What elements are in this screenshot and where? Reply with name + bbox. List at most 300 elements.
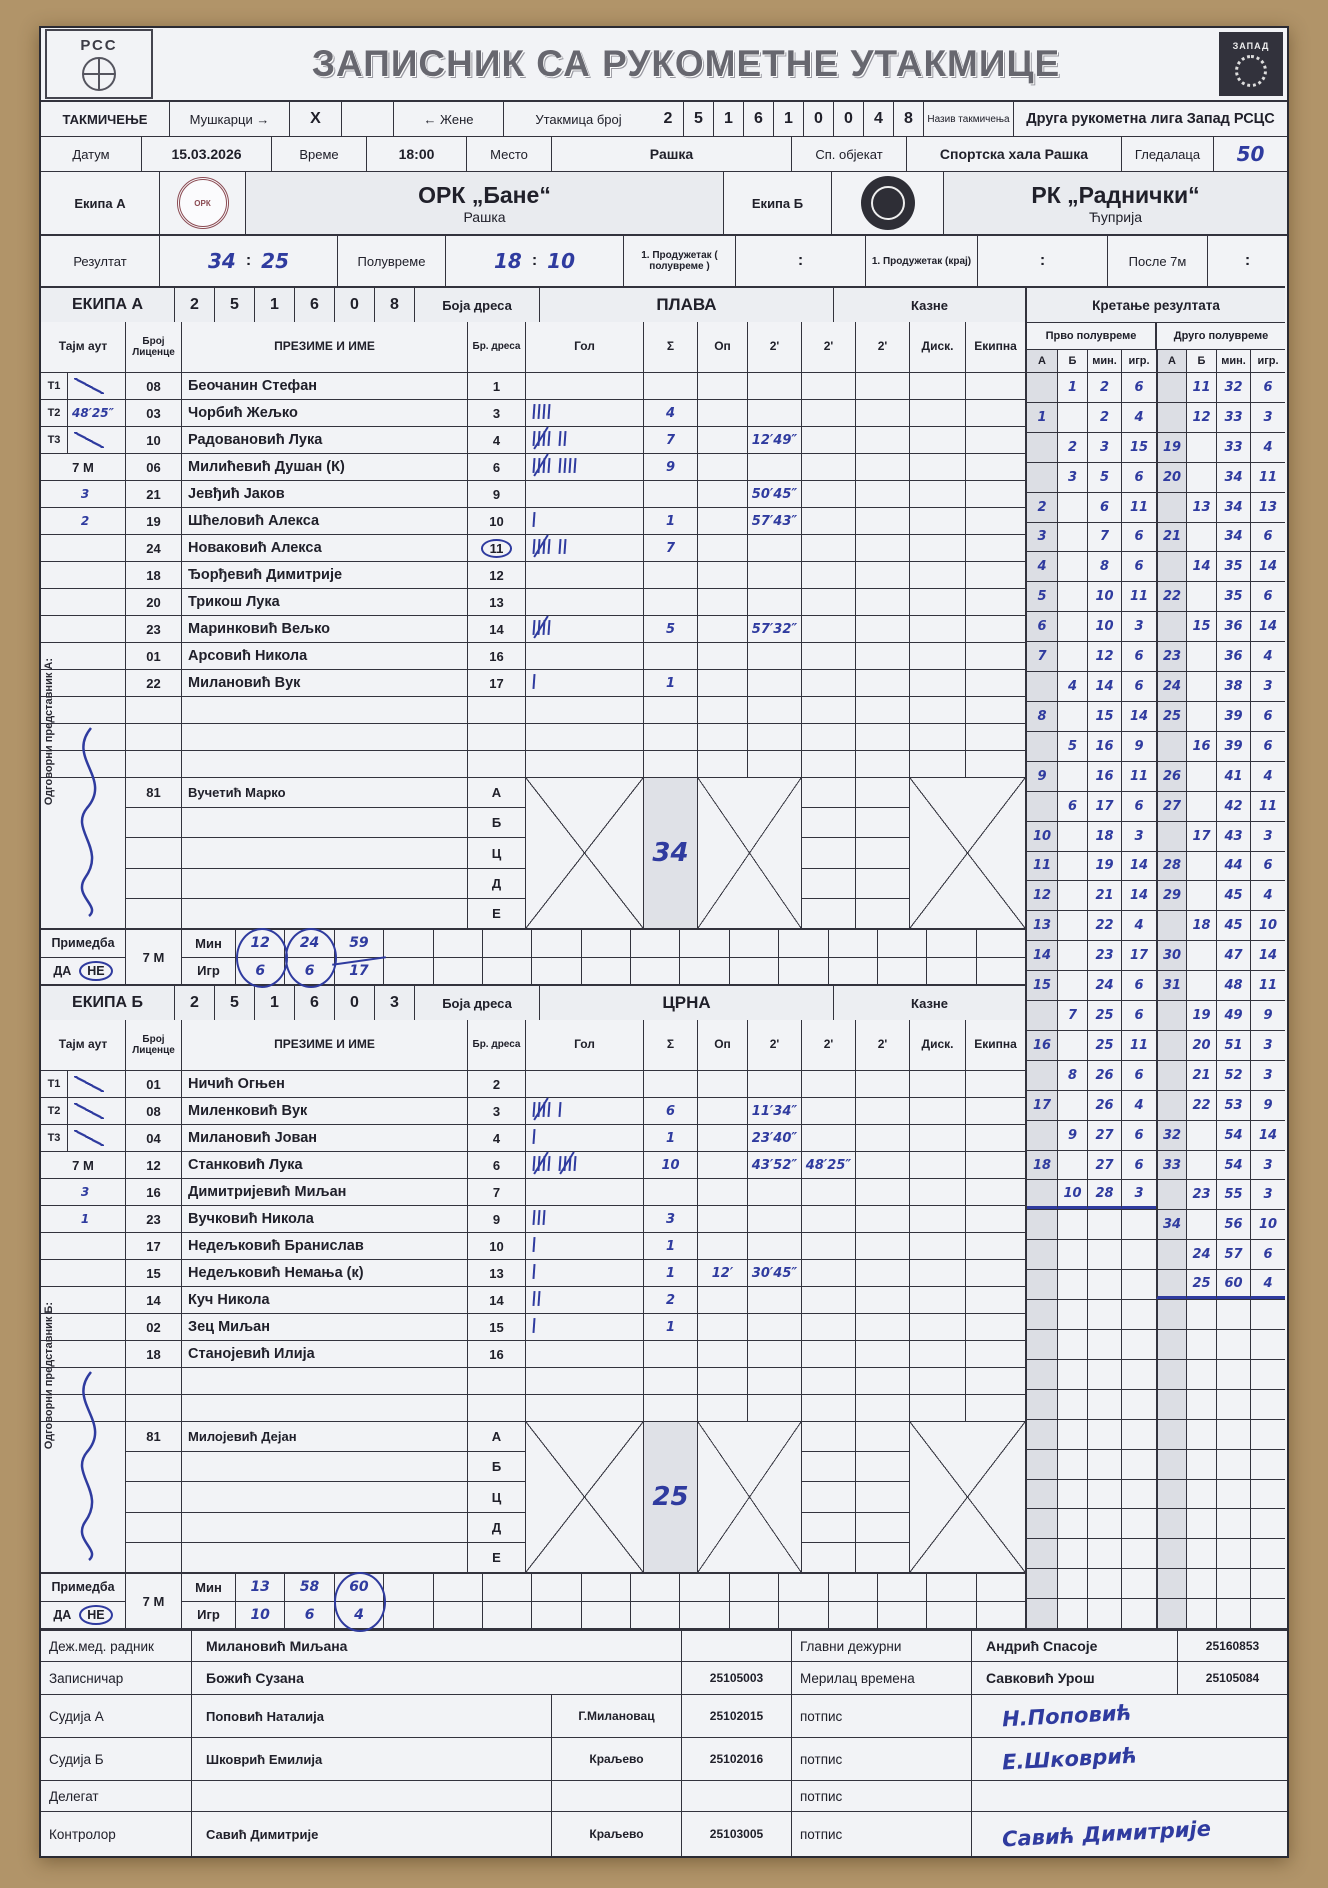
penalty-2min-cell [855,1286,909,1313]
progression-cell [1027,1479,1057,1509]
progression-value: 4 [1263,649,1273,665]
goal-cell [525,588,643,615]
column-header: 2' [855,322,909,372]
disqualification-cell [909,1124,965,1151]
progression-row [1027,1120,1285,1150]
footer-row [41,1737,1287,1780]
remark-value-cell [828,930,877,957]
progression-cell [1057,970,1087,1000]
team-code-digit: 2 [174,288,214,322]
progression-cell [1087,1419,1121,1449]
column-header: Оп [697,1020,747,1070]
progression-value: 35 [1224,589,1243,605]
player-name-cell [181,750,467,777]
license-cell: 17 [125,1232,181,1259]
remark-value-cell [630,930,679,957]
progression-cell [1186,671,1216,701]
progression-cell [1057,1598,1087,1628]
progression-value: 14 [1258,948,1278,964]
tally-group [557,458,577,476]
team-penalty-cell [965,1205,1025,1232]
remark-value-cell [828,1574,877,1601]
progression-cell [1121,880,1156,910]
progression-cell [1186,1060,1216,1090]
progression-value: 11 [1258,798,1278,814]
table-row [41,1124,1025,1151]
progression-cell [1087,372,1121,402]
signature: Савић Димитрије [1001,1816,1212,1852]
tally-group [557,1102,562,1120]
progression-cell [1156,821,1186,851]
progression-value: 6 [1134,798,1144,814]
progression-value: 19 [1162,439,1182,455]
progression-cell [1216,1329,1250,1359]
progression-cell [1027,701,1057,731]
penalty-2min-cell [747,723,801,750]
table-row [41,588,1025,615]
match-number-digit: 1 [713,102,743,136]
progression-cell [1250,1389,1285,1419]
progression-value: 11 [1258,978,1278,994]
progression-value: 4 [1263,439,1273,455]
progression-cell [1027,641,1057,671]
signature-cell [971,1812,1287,1856]
team-penalty-cell [965,588,1025,615]
progression-value: 23 [1095,948,1114,964]
progression-cell [1186,1150,1216,1180]
official-license-column [125,1422,181,1572]
op-penalty-cell [697,750,747,777]
remark-value-cell [976,958,1025,985]
goal-cell [525,696,643,723]
progression-cell [1156,492,1186,522]
progression-cell [1216,761,1250,791]
progression-value: 13 [1192,499,1211,515]
sum-cell [643,561,697,588]
lined-column [855,1422,909,1572]
sum-cell [643,615,697,642]
license-cell: 04 [125,1124,181,1151]
official-cell [182,837,467,867]
progression-value: 6 [1067,798,1078,814]
yes-option: ДА [53,1607,72,1622]
progression-cell [1057,821,1087,851]
disqualification-cell [909,588,965,615]
column-header: 2' [801,1020,855,1070]
progression-value: 3 [1134,1185,1144,1201]
progression-cell [1156,1000,1186,1030]
progression-cell [1250,880,1285,910]
progression-cell [1186,551,1216,581]
progression-cell [1250,671,1285,701]
timeout-cell [41,1124,125,1151]
remark-value-cell [433,958,482,985]
progression-value: 8 [1037,708,1047,724]
jersey-number: 7 [492,1184,501,1200]
license-cell [125,750,181,777]
progression-row [1027,1359,1285,1389]
op-penalty-cell [697,1097,747,1124]
progression-cell [1121,1359,1156,1389]
progression-value: 41 [1224,768,1243,784]
progression-value: 6 [1263,738,1273,754]
match-number-digit: 0 [803,102,833,136]
progression-cell [1216,1239,1250,1269]
timeout-cell [41,1259,125,1286]
progression-cell [1186,1000,1216,1030]
progression-cell [1087,611,1121,641]
remark-value-cell [482,1602,531,1629]
representative-column [41,658,125,928]
disqualification-cell [909,723,965,750]
progression-value: 55 [1224,1187,1243,1203]
footer-role-label: Контролор [49,1826,116,1842]
progression-cell [1087,641,1121,671]
table-row [41,642,1025,669]
progression-cell [1057,522,1087,552]
progression-cell [1216,1389,1250,1419]
result-row [41,234,1287,286]
jersey-color-value: ЦРНА [539,986,833,1020]
remark-value-cell [482,1574,531,1601]
progression-value: 19 [1095,858,1114,874]
progression-value: 11 [1129,589,1149,605]
team-penalty-cell [965,1124,1025,1151]
remark-value-cell [828,958,877,985]
progression-cell [1250,731,1285,761]
team-penalty-cell [965,561,1025,588]
footer-role-label: Записничар [49,1670,124,1686]
progression-cell [1250,1239,1285,1269]
disqualification-cell [909,1178,965,1205]
penalty-2min-cell [747,507,801,534]
jersey-number-cell [467,1313,525,1340]
penalty-2min-cell [855,642,909,669]
penalty-2min-cell [855,723,909,750]
penalty-2min-cell [747,399,801,426]
venue-label: Сп. објекат [791,137,906,171]
progression-cell [1216,641,1250,671]
progression-value: 34 [1224,529,1243,545]
timeout-cell [41,1205,125,1232]
disqualification-cell [909,372,965,399]
progression-row [1027,851,1285,881]
progression-value: 11 [1129,1037,1149,1053]
official-cell [126,1451,181,1481]
progression-value: 26 [1095,1097,1114,1113]
progression-cell [1250,1508,1285,1538]
progression-cell [1216,1090,1250,1120]
handwritten-value: 6 [304,1606,315,1623]
penalty-2min-cell [801,480,855,507]
progression-cell [1027,1359,1057,1389]
goal-tally [531,1264,542,1282]
progression-value: 15 [1192,619,1211,635]
remark-value-cell [531,1574,580,1601]
after-7m-value: : [1207,236,1287,286]
progression-cell [1186,1359,1216,1389]
table-row [41,696,1025,723]
op-penalty-cell [697,1340,747,1367]
jersey-number: 12 [489,567,504,583]
goal-cell [525,1097,643,1124]
venue-value: Спортска хала Рашка [906,137,1121,171]
progression-value: 49 [1224,1007,1243,1023]
official-cell: Д [468,868,525,898]
tally-group [557,1156,577,1174]
progression-value: 57 [1224,1247,1243,1263]
penalty-2min-cell [855,561,909,588]
remark-strip [41,1572,1025,1628]
progression-cell [1156,731,1186,761]
progression-cell [1186,1449,1216,1479]
match-no-label: Утакмица број [503,102,653,136]
progression-cell [1186,1179,1216,1209]
progression-cell [1057,1179,1087,1209]
timeout-label: Т1 [41,373,68,399]
progression-cell [1250,402,1285,432]
penalty-2min-cell [855,1394,909,1421]
official-cell: Б [468,807,525,837]
progression-row [1027,1419,1285,1449]
official-name-column [181,1422,467,1572]
progression-value: 14 [1032,948,1052,964]
remark-row-label: Мин [181,930,235,957]
progression-value: 11 [1032,858,1052,874]
op-penalty-cell [697,1151,747,1178]
progression-cell [1156,1329,1186,1359]
tally-group [531,1102,551,1120]
remark-grid [181,930,1025,984]
op-penalty-cell [697,1205,747,1232]
player-name-cell: Станојевић Илија [181,1340,467,1367]
signature-cell [971,1781,1287,1811]
spectators-label: Гледалаца [1121,137,1213,171]
progression-value: 3 [1263,828,1273,844]
jersey-number-cell [467,1286,525,1313]
progression-cell [1087,581,1121,611]
footer-role-label: Мерилац времена [791,1662,971,1694]
progression-cell [1121,1120,1156,1150]
jersey-number: 6 [492,459,501,475]
tally-group [531,1210,546,1228]
women-label: ← Жене [393,102,503,136]
progression-cell [1057,372,1087,402]
progression-value: 6 [1134,529,1144,545]
after-7m-label: После 7м [1107,236,1207,286]
progression-cell [1087,1598,1121,1628]
column-header: 2' [855,1020,909,1070]
table-row [41,1394,1025,1421]
progression-column-header: мин. [1087,350,1121,372]
progression-row [1027,910,1285,940]
progression-value: 3 [1067,469,1078,485]
team-a-name: ОРК „Бане“ [418,181,551,208]
license-cell: 24 [125,534,181,561]
goal-tally [531,1318,542,1336]
sum-cell [643,642,697,669]
progression-value: 26 [1162,768,1182,784]
progression-value: 6 [1263,529,1273,545]
progression-cell [1121,1000,1156,1030]
team-b-name: РК „Раднички“ [1031,181,1200,208]
timeout-label: Т3 [41,1125,68,1151]
progression-value: 7 [1067,1007,1078,1023]
representative-signature [61,1362,117,1567]
penalty-2min-cell [747,1178,801,1205]
player-name-cell: Куч Никола [181,1286,467,1313]
progression-cell [1156,1179,1186,1209]
handwritten-value: 17 [349,962,369,979]
tally-group [531,458,551,476]
progression-cell [1250,372,1285,402]
goal-cell [525,750,643,777]
progression-cell [1087,701,1121,731]
jersey-number: 3 [492,405,501,421]
disqualification-cell [909,1259,965,1286]
progression-value: 17 [1032,1097,1052,1113]
handwritten-value: 1 [665,513,676,529]
penalty-2min-cell [855,507,909,534]
handwritten-value: 5 [665,621,676,637]
progression-value: 10 [1032,828,1052,844]
penalty-2min-cell [747,1259,801,1286]
table-row [41,723,1025,750]
table-row [41,1259,1025,1286]
progression-cell [1186,432,1216,462]
remark-value-cell [976,930,1025,957]
footer-person-name: Шковрић Емилија [191,1738,551,1780]
progression-value: 9 [1067,1127,1078,1143]
progression-value: 14 [1258,1127,1278,1143]
progression-cell [1087,1479,1121,1509]
handwritten-value: 30′45″ [751,1265,798,1281]
penalty-2min-cell [801,1097,855,1124]
progression-value: 3 [1263,1067,1273,1083]
progression-cell [1057,910,1087,940]
tally-group [531,1264,536,1282]
progression-cell [1121,1508,1156,1538]
jersey-number: 1 [492,378,501,394]
official-cell [182,807,467,837]
progression-cell [1057,492,1087,522]
player-name-cell: Ђорђевић Димитрије [181,561,467,588]
progression-cell [1057,880,1087,910]
remark-value-cell [581,930,630,957]
table-row [41,399,1025,426]
remark-value-cell [729,1602,778,1629]
progression-value: 30 [1162,948,1182,964]
penalty-2min-cell [801,426,855,453]
progression-value: 10 [1063,1185,1082,1201]
progression-cell [1216,1508,1250,1538]
goal-cell [525,1286,643,1313]
goal-cell [525,1205,643,1232]
progression-value: 15 [1032,978,1052,994]
table-row [41,534,1025,561]
progression-cell [1087,1508,1121,1538]
progression-value: 16 [1192,738,1211,754]
remark-value-cell [926,1602,975,1629]
progression-cell [1087,1239,1121,1269]
progression-cell [1186,1508,1216,1538]
progression-cell [1027,1179,1057,1209]
goal-cell [525,1151,643,1178]
progression-cell [1121,1538,1156,1568]
result-b: 25 [261,249,289,273]
team-code-digit: 1 [254,986,294,1020]
progression-value: 31 [1162,978,1182,994]
timeout-cell [41,615,125,642]
colon: : [531,252,538,269]
sum-cell [643,1232,697,1259]
progression-value: 34 [1224,499,1243,515]
remark-row-label: Игр [181,1602,235,1629]
player-name-cell: Милановић Јован [181,1124,467,1151]
license-cell: 18 [125,561,181,588]
player-table-header [41,322,1025,372]
progression-cell [1250,761,1285,791]
progression-cell [1186,731,1216,761]
timeout-label: Т3 [41,427,68,453]
column-header: Тајм аут [58,339,108,354]
progression-cell [1250,1329,1285,1359]
team-a-city: Рашка [463,208,506,225]
remark-value-cell [729,930,778,957]
progression-value: 15 [1129,439,1149,455]
progression-cell [1027,1329,1057,1359]
official-total-column [643,1422,697,1572]
officials-footer [41,1628,1287,1856]
progression-cell [1186,1269,1216,1299]
match-number-digit: 4 [863,102,893,136]
table-row [41,1232,1025,1259]
progression-cell [1186,1568,1216,1598]
license-cell: 02 [125,1313,181,1340]
progression-value: 4 [1263,888,1273,904]
progression-cell [1216,492,1250,522]
player-name-cell: Радовановић Лука [181,426,467,453]
progression-value: 14 [1095,679,1114,695]
team-penalty-cell [965,372,1025,399]
footer-row [41,1811,1287,1856]
team-penalty-cell [965,1313,1025,1340]
progression-value: 60 [1224,1275,1243,1291]
disqualification-cell [909,696,965,723]
progression-cell [1087,880,1121,910]
goal-cell [525,1124,643,1151]
disqualification-cell [909,750,965,777]
progression-value: 6 [1134,379,1144,395]
player-name-cell: Вучковић Никола [181,1205,467,1232]
progression-value: 4 [1037,559,1047,575]
progression-cell [1057,611,1087,641]
sum-cell [643,1151,697,1178]
progression-cell [1057,1090,1087,1120]
progression-value: 22 [1095,918,1114,934]
progression-cell [1087,1209,1121,1239]
remark-value-cell [482,930,531,957]
progression-value: 3 [1134,828,1144,844]
progression-value: 33 [1224,409,1243,425]
progression-value: 33 [1162,1157,1182,1173]
overtime2-value: : [977,236,1107,286]
progression-row [1027,1209,1285,1239]
sum-cell [643,669,697,696]
remark-value-cell [383,1574,432,1601]
yes-no-cell [41,957,125,985]
disqualification-cell [909,1205,965,1232]
